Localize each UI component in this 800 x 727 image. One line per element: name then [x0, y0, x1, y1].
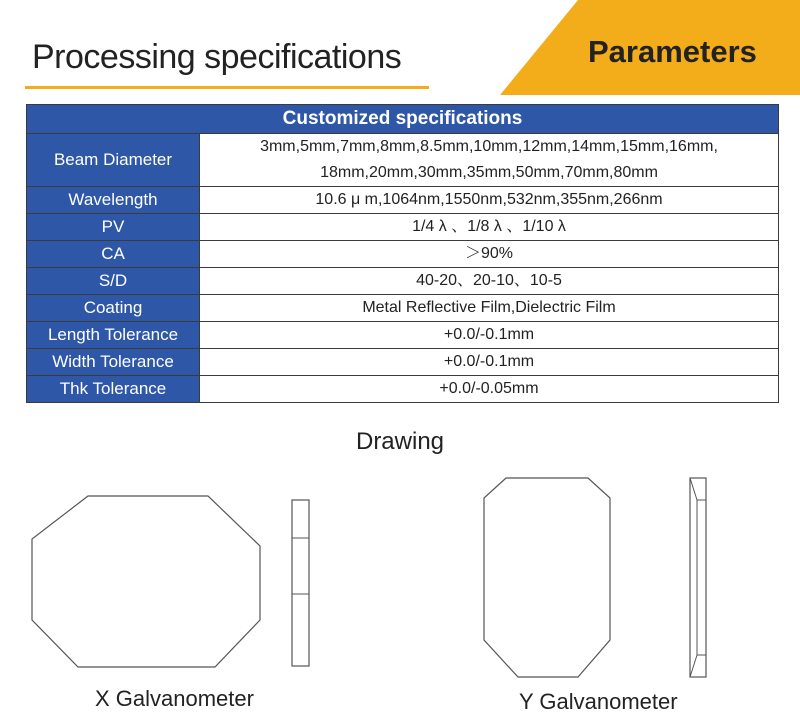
- spec-row: [27, 295, 779, 322]
- spec-row: [27, 241, 779, 268]
- spec-row: [27, 349, 779, 376]
- spec-row: [27, 187, 779, 214]
- drawing-title: Drawing: [355, 428, 445, 455]
- spec-label: CA: [27, 241, 200, 268]
- page-title: Processing specifications: [32, 38, 402, 76]
- spec-value-line: 3mm,5mm,7mm,8mm,8.5mm,10mm,12mm,14mm,15mm,16mm,: [260, 138, 718, 155]
- spec-value: [200, 241, 779, 268]
- spec-label: Wavelength: [27, 187, 200, 214]
- spec-label: Beam Diameter: [27, 134, 200, 187]
- spec-value: [200, 295, 779, 322]
- spec-label: Coating: [27, 295, 200, 322]
- spec-value: [200, 376, 779, 403]
- y-mirror-side-outline: [690, 478, 706, 677]
- y-side-bevel-bottom: [690, 655, 697, 677]
- spec-label: Length Tolerance: [27, 322, 200, 349]
- table-title: Customized specifications: [27, 105, 779, 134]
- spec-label: S/D: [27, 268, 200, 295]
- x-mirror-front-outline: [32, 496, 260, 667]
- spec-value: [200, 349, 779, 376]
- title-underline: [25, 86, 429, 89]
- spec-value: [200, 214, 779, 241]
- spec-value: [200, 322, 779, 349]
- table-title-row: [27, 105, 779, 134]
- spec-row: [27, 214, 779, 241]
- spec-label: Thk Tolerance: [27, 376, 200, 403]
- spec-value-line: +0.0/-0.1mm: [443, 326, 535, 343]
- x-galvanometer-caption: X Galvanometer: [95, 686, 254, 711]
- spec-value-line: 10.6 μ m,1064nm,1550nm,532nm,355nm,266nm: [315, 191, 663, 208]
- spec-row: [27, 322, 779, 349]
- spec-label: Width Tolerance: [27, 349, 200, 376]
- y-mirror-front-outline: [484, 478, 610, 677]
- spec-value-line: +0.0/-0.05mm: [439, 380, 539, 397]
- spec-value-line: +0.0/-0.1mm: [443, 353, 535, 370]
- spec-table: [26, 104, 779, 403]
- spec-value-line: 18mm,20mm,30mm,35mm,50mm,70mm,80mm: [320, 164, 658, 181]
- spec-value-line: 1/4 λ 、1/8 λ 、1/10 λ: [412, 218, 566, 235]
- spec-label: PV: [27, 214, 200, 241]
- spec-row: [27, 376, 779, 403]
- spec-value-line: 40-20、20-10、10-5: [416, 272, 562, 289]
- x-mirror-side-outline: [292, 500, 309, 666]
- spec-row: [27, 134, 779, 187]
- y-galvanometer-caption: Y Galvanometer: [519, 689, 678, 714]
- spec-value-line: ＞90%: [464, 245, 514, 262]
- spec-value: [200, 134, 779, 187]
- spec-value-line: Metal Reflective Film,Dielectric Film: [362, 299, 616, 316]
- y-side-bevel-top: [690, 478, 697, 500]
- parameters-badge: Parameters: [588, 34, 757, 69]
- spec-value: [200, 268, 779, 295]
- spec-row: [27, 268, 779, 295]
- spec-value: [200, 187, 779, 214]
